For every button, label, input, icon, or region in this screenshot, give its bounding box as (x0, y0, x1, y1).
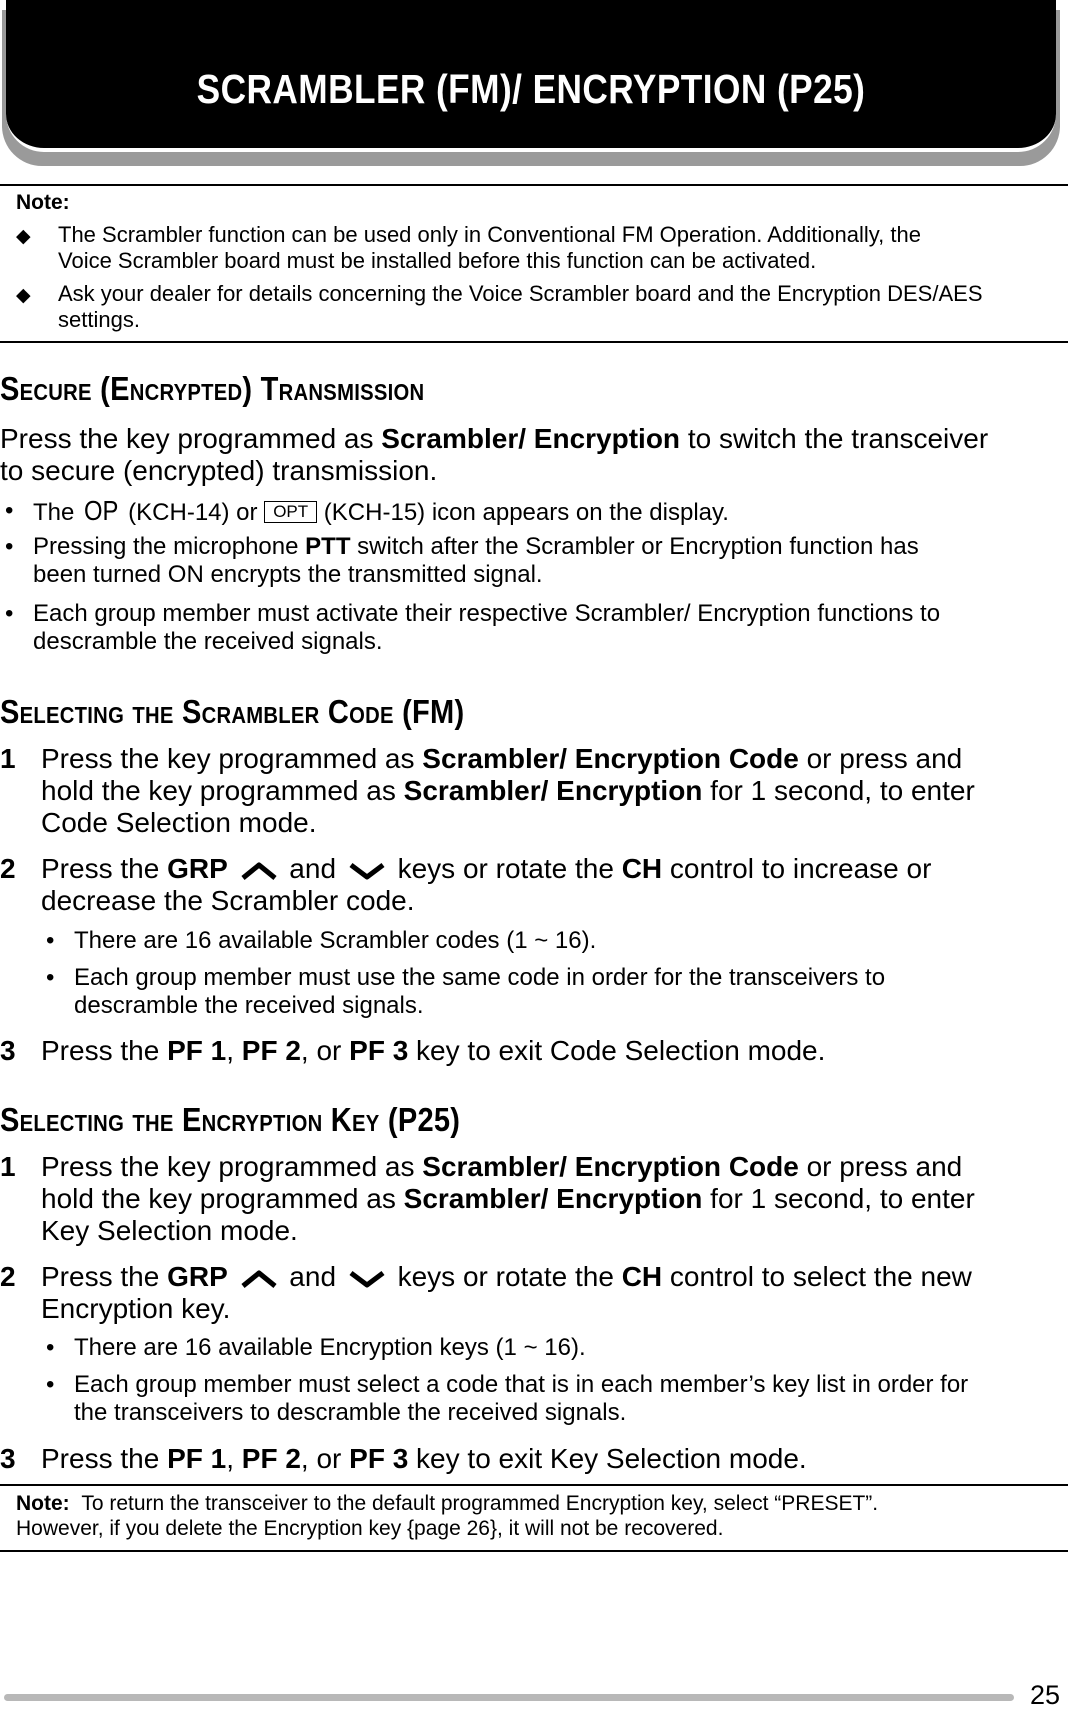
note-item-text: settings. (58, 307, 140, 332)
list-item: • There are 16 available Encryption keys (1 ~ 16). (46, 1334, 586, 1361)
opt-display-icon: OPT (264, 501, 317, 523)
note-item (16, 222, 1056, 274)
chevron-up-icon (240, 1268, 278, 1290)
note-label: Note: (16, 191, 70, 214)
chevron-down-icon (348, 860, 386, 882)
header-banner (6, 0, 1056, 152)
note-block (16, 190, 1056, 340)
note-item-text: Ask your dealer for details concerning the Voice Scrambler board and the Encryption DES/AES (58, 281, 983, 306)
step-item: 3 Press the PF 1, PF 2, or PF 3 key to exit Code Selection mode. (0, 1035, 826, 1066)
op-display-icon: OP (84, 495, 119, 526)
note-top-rule (0, 184, 1068, 186)
section-heading-scrambler: Selecting the Scrambler Code (FM) (0, 693, 465, 730)
note-item-text: Voice Scrambler board must be installed before this function can be activated. (58, 248, 817, 273)
note-bottom-rule (0, 341, 1068, 343)
step-item: 1 Press the key programmed as Scrambler/ Encryption Code or press and hold the key programmed as Scrambler/ Encryption for 1 second, to enter Code Selection mode. (0, 743, 975, 838)
list-item: • Each group member must activate their respective Scrambler/ Encryption functions to descramble the received signals. (5, 600, 941, 655)
footer-note-label: Note: (16, 1492, 70, 1515)
footer-note: Note: To return the transceiver to the default programmed Encryption key, select “PRESET”. However, if you delete the Encryption key {page 26}, it will not be recovered. (16, 1492, 879, 1540)
list-item: • There are 16 available Scrambler codes (1 ~ 16). (46, 927, 597, 954)
section-heading-encryption: Selecting the Encryption Key (P25) (0, 1101, 461, 1138)
footer-note-top-rule (0, 1484, 1068, 1486)
step-item: 2 Press the GRP and keys or rotate the CH control to select the new Encryption key. (0, 1261, 972, 1324)
diamond-bullet-icon: ◆ (16, 226, 31, 247)
list-item: • Each group member must select a code that is in each member’s key list in order for the transceivers to descramble the received signals. (46, 1371, 969, 1426)
page-title: SCRAMBLER (FM)/ ENCRYPTION (P25) (196, 66, 866, 112)
chevron-up-icon (240, 860, 278, 882)
note-item-text: The Scrambler function can be used only in Conventional FM Operation. Additionally, the (58, 222, 921, 247)
secure-intro: Press the key programmed as Scrambler/ Encryption to switch the transceiver to secure (encrypted) transmission. (0, 423, 989, 486)
footer-note-bottom-rule (0, 1550, 1068, 1552)
list-item: • Each group member must use the same code in order for the transceivers to descramble the received signals. (46, 964, 886, 1019)
chevron-down-icon (348, 1268, 386, 1290)
step-item: 3 Press the PF 1, PF 2, or PF 3 key to exit Key Selection mode. (0, 1443, 807, 1474)
diamond-bullet-icon: ◆ (16, 285, 31, 306)
step-item: 2 Press the GRP and keys or rotate the CH control to increase or decrease the Scrambler code. (0, 853, 932, 916)
step-item: 1 Press the key programmed as Scrambler/ Encryption Code or press and hold the key programmed as Scrambler/ Encryption for 1 second, to enter Key Selection mode. (0, 1151, 975, 1246)
section-heading-secure: Secure (Encrypted) Transmission (0, 370, 425, 407)
page-number: 25 (1030, 1680, 1061, 1710)
list-item: • Pressing the microphone PTT switch after the Scrambler or Encryption function has been turned ON encrypts the transmitted signal. (5, 533, 919, 588)
page-footer-rule (4, 1694, 1014, 1701)
list-item: • The OP (KCH-14) or OPT (KCH-15) icon appears on the display. (5, 495, 729, 526)
note-item (16, 281, 1056, 333)
